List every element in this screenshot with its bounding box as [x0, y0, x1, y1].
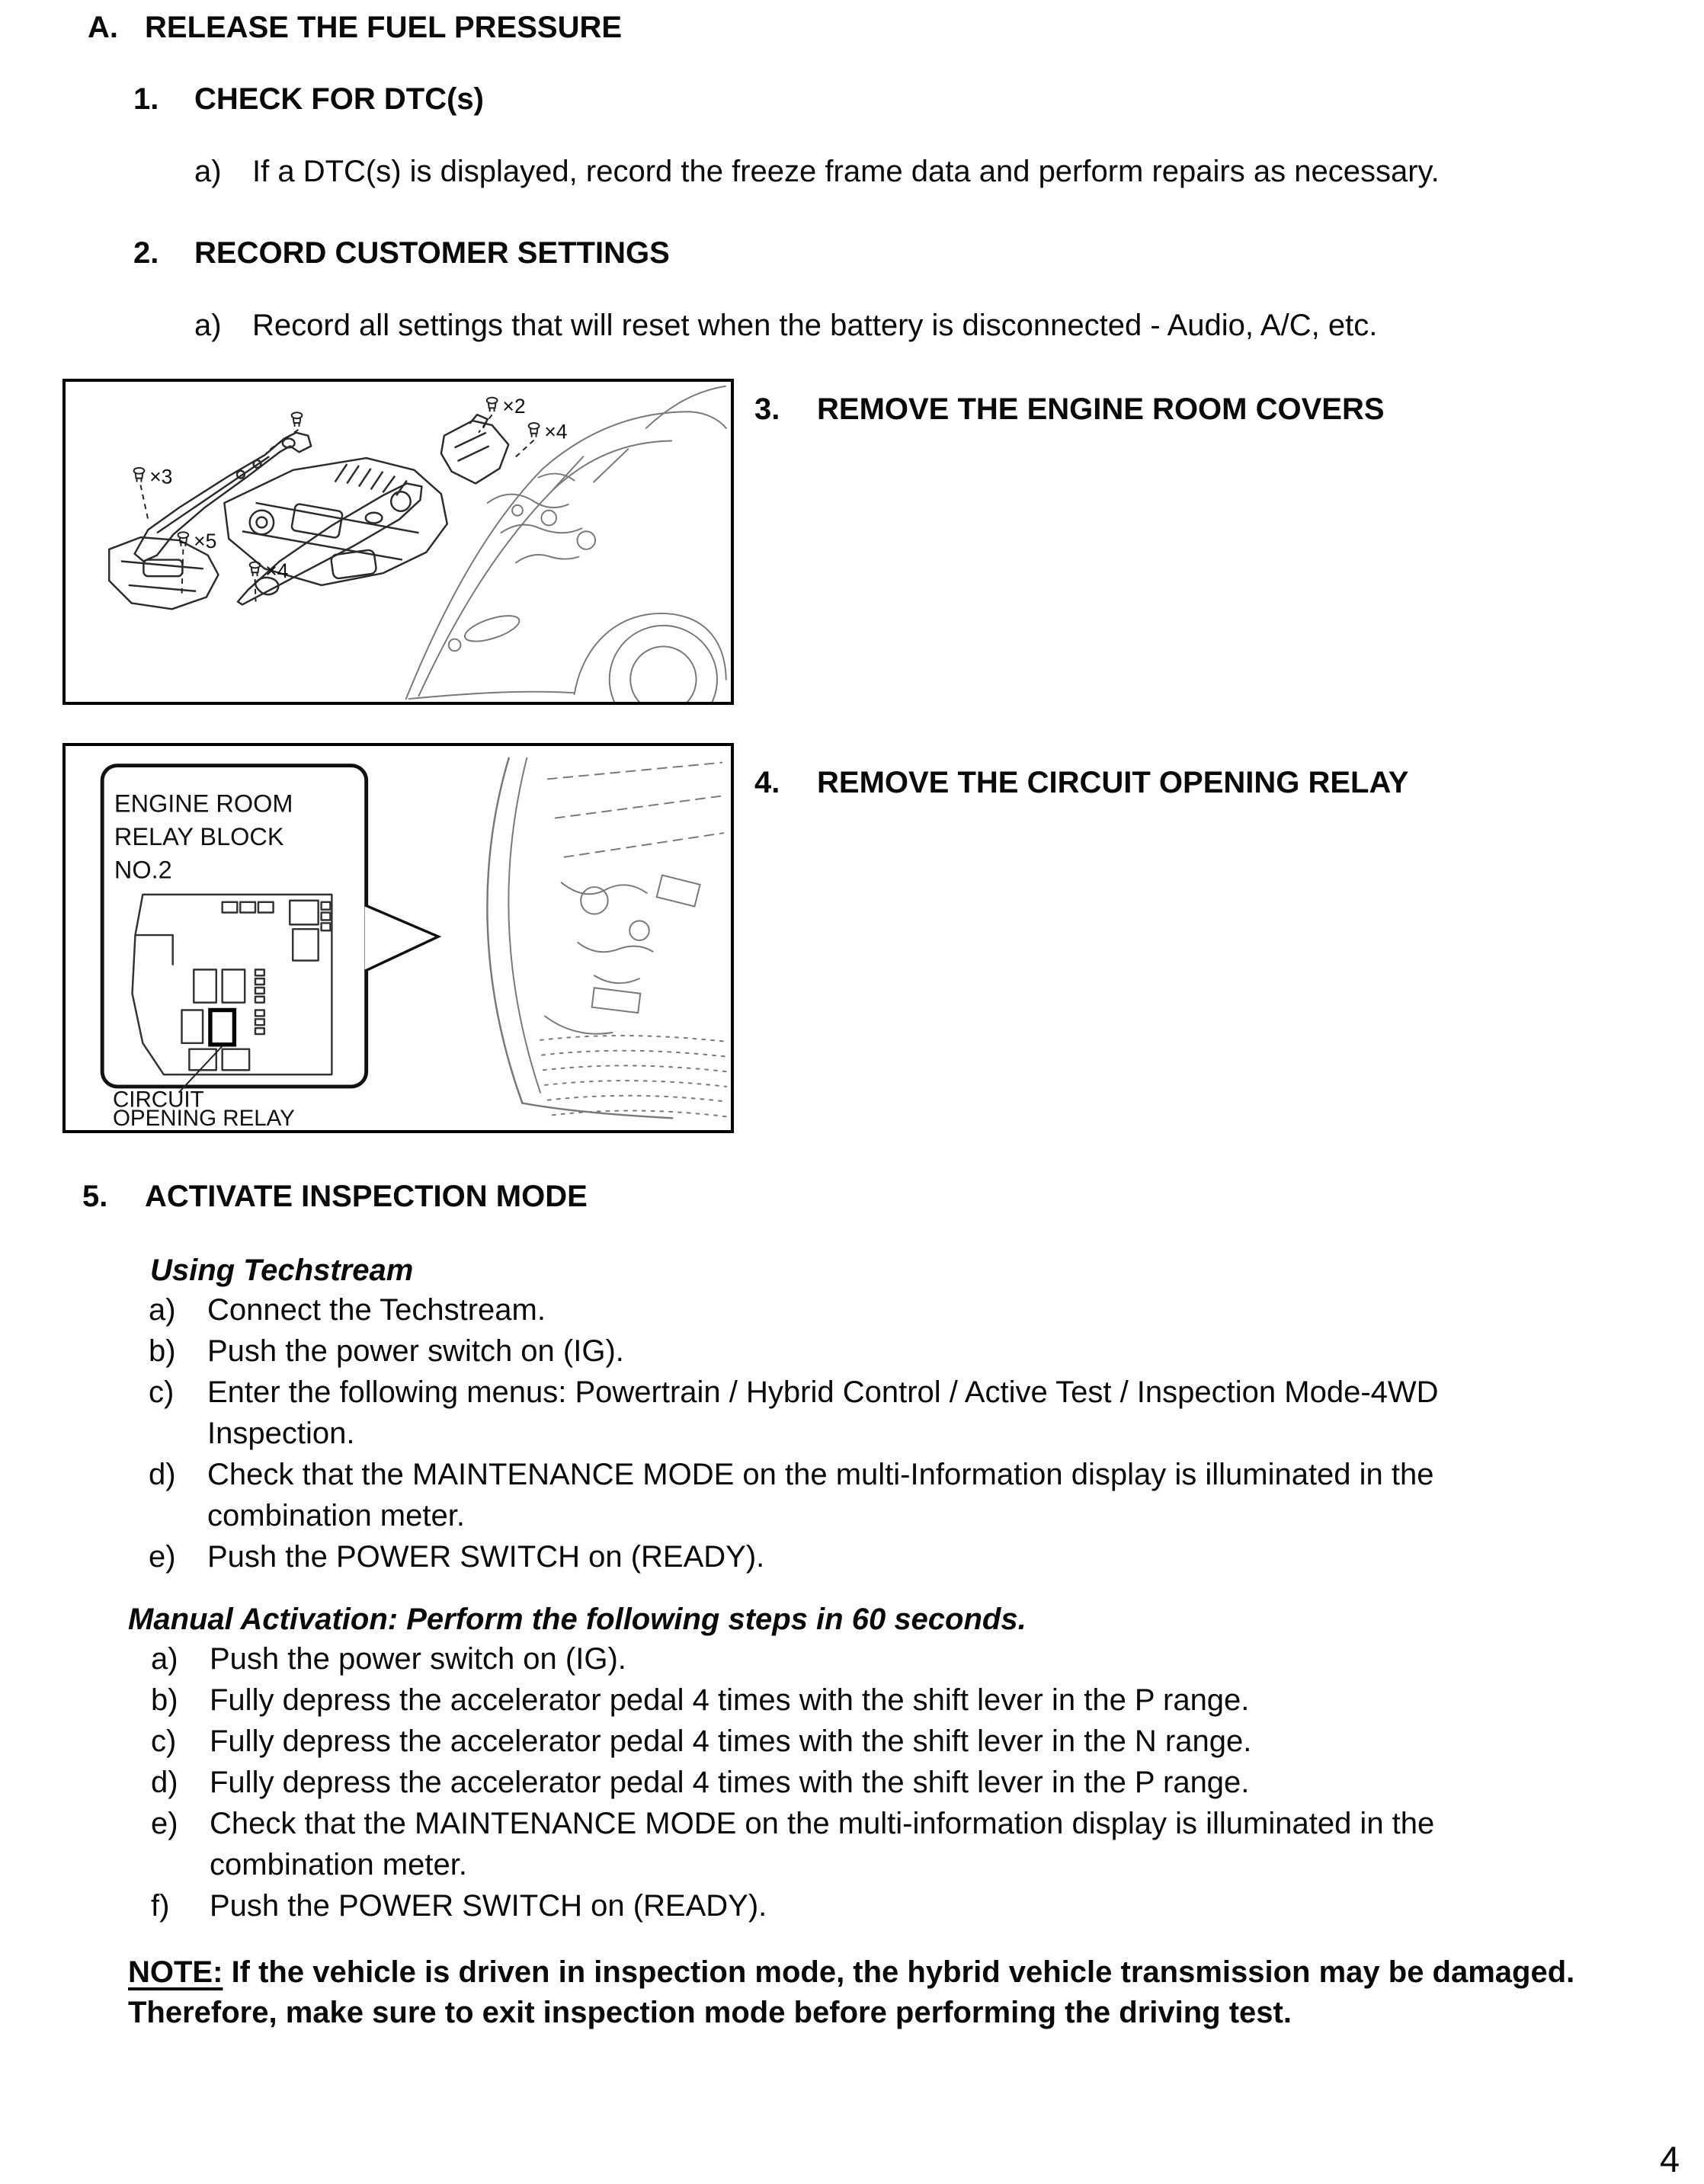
item-text: Push the POWER SWITCH on (READY).	[210, 1889, 767, 1923]
relay-label-line-2: OPENING RELAY	[112, 1106, 295, 1132]
item-label: e)	[149, 1540, 176, 1574]
list-item	[149, 1372, 1556, 1454]
covers-art	[109, 415, 508, 609]
item-text: Check that the MAINTENANCE MODE on the multi-Information display is illuminated in the combination meter.	[207, 1458, 1434, 1532]
step-1-title: CHECK FOR DTC(s)	[194, 82, 484, 116]
clip-icon	[487, 398, 498, 412]
step-2-label: 2.	[133, 236, 159, 270]
callout-line-2: RELAY BLOCK	[114, 822, 284, 850]
engine-bay-art	[487, 758, 726, 1119]
substep-text: If a DTC(s) is displayed, record the freeze frame data and perform repairs as necessary.	[252, 155, 1440, 188]
item-text: Connect the Techstream.	[207, 1293, 546, 1327]
step-5-heading	[82, 1180, 588, 1214]
item-text: Push the power switch on (IG).	[210, 1642, 626, 1676]
list-item	[151, 1721, 1558, 1762]
item-label: c)	[151, 1724, 177, 1758]
item-text: Push the POWER SWITCH on (READY).	[207, 1540, 765, 1574]
fastener-count-x5: ×5	[194, 529, 217, 552]
manual-activation-step-list	[151, 1638, 1558, 1926]
fastener-count-x3: ×3	[149, 465, 173, 488]
note-label: NOTE:	[128, 1955, 223, 1989]
step-2-heading	[133, 236, 670, 271]
section-a-label: A.	[88, 11, 118, 44]
item-label: b)	[149, 1334, 176, 1368]
list-item	[151, 1638, 1558, 1680]
page-number: 4	[1660, 2139, 1680, 2179]
item-text: Enter the following menus: Powertrain / Hybrid Control / Active Test / Inspection Mode-4WD Inspection.	[207, 1375, 1439, 1450]
step-1-label: 1.	[133, 82, 159, 116]
fastener-count-x4-top: ×4	[544, 420, 568, 444]
callout-line-3: NO.2	[114, 856, 172, 884]
step-5-label: 5.	[82, 1180, 108, 1213]
section-a-heading	[88, 11, 622, 45]
step-5-title: ACTIVATE INSPECTION MODE	[145, 1180, 588, 1213]
list-item	[151, 1803, 1558, 1885]
clip-icon	[529, 423, 540, 437]
fastener-clips	[134, 398, 540, 602]
step-2-title: RECORD CUSTOMER SETTINGS	[194, 236, 670, 270]
item-text: Check that the MAINTENANCE MODE on the multi-information display is illuminated in the combination meter.	[210, 1807, 1435, 1881]
clip-icon	[292, 412, 303, 427]
section-a-title: RELEASE THE FUEL PRESSURE	[145, 11, 623, 44]
list-item	[151, 1885, 1558, 1926]
item-label: d)	[151, 1766, 178, 1799]
substep-label: a)	[194, 309, 222, 342]
item-text: Fully depress the accelerator pedal 4 times with the shift lever in the N range.	[210, 1724, 1252, 1758]
callout-pointer	[365, 905, 438, 972]
manual-activation-subheading: Manual Activation: Perform the following steps in 60 seconds.	[128, 1603, 1027, 1636]
step-4-title: REMOVE THE CIRCUIT OPENING RELAY	[817, 766, 1409, 799]
item-label: f)	[151, 1889, 170, 1923]
note-paragraph	[128, 1952, 1637, 2033]
item-label: e)	[151, 1807, 178, 1840]
callout-line-1: ENGINE ROOM	[114, 789, 293, 818]
fastener-count-labels	[149, 395, 567, 582]
list-item	[151, 1762, 1558, 1803]
fastener-count-x4-bottom: ×4	[265, 559, 289, 583]
substep-label: a)	[194, 155, 222, 188]
item-label: c)	[149, 1375, 175, 1409]
step-2-substep-a	[194, 309, 1377, 343]
list-item	[149, 1536, 1556, 1577]
step-3-label: 3.	[754, 392, 780, 426]
item-label: a)	[149, 1293, 176, 1327]
step-1-substep-a	[194, 155, 1440, 189]
techstream-subheading: Using Techstream	[150, 1254, 414, 1287]
note-text: If the vehicle is driven in inspection mode, the hybrid vehicle transmission may be damaged. Therefore, make sure to exit inspection mode before performing the driving test.	[128, 1955, 1575, 2029]
clip-icon	[134, 468, 145, 482]
item-label: d)	[149, 1458, 176, 1491]
list-item	[149, 1289, 1556, 1331]
list-item	[149, 1331, 1556, 1372]
figure-circuit-opening-relay	[62, 743, 734, 1133]
list-item	[149, 1454, 1556, 1536]
item-text: Fully depress the accelerator pedal 4 times with the shift lever in the P range.	[210, 1683, 1250, 1717]
fastener-count-x2: ×2	[502, 395, 526, 418]
step-1-heading	[133, 82, 484, 117]
item-label: a)	[151, 1642, 178, 1676]
substep-text: Record all settings that will reset when the battery is disconnected - Audio, A/C, etc.	[252, 309, 1378, 342]
relay-label-line-1: CIRCUIT	[112, 1087, 204, 1113]
step-3-title: REMOVE THE ENGINE ROOM COVERS	[817, 392, 1385, 426]
item-text: Push the power switch on (IG).	[207, 1334, 624, 1368]
step-4-heading	[754, 766, 1408, 800]
step-4-label: 4.	[754, 766, 780, 799]
figure-engine-room-covers	[62, 379, 734, 705]
relay-label-text	[113, 1087, 295, 1131]
item-label: b)	[151, 1683, 178, 1717]
item-text: Fully depress the accelerator pedal 4 times with the shift lever in the P range.	[210, 1766, 1250, 1799]
step-3-heading	[754, 392, 1385, 427]
list-item	[151, 1680, 1558, 1721]
techstream-step-list	[149, 1289, 1556, 1577]
